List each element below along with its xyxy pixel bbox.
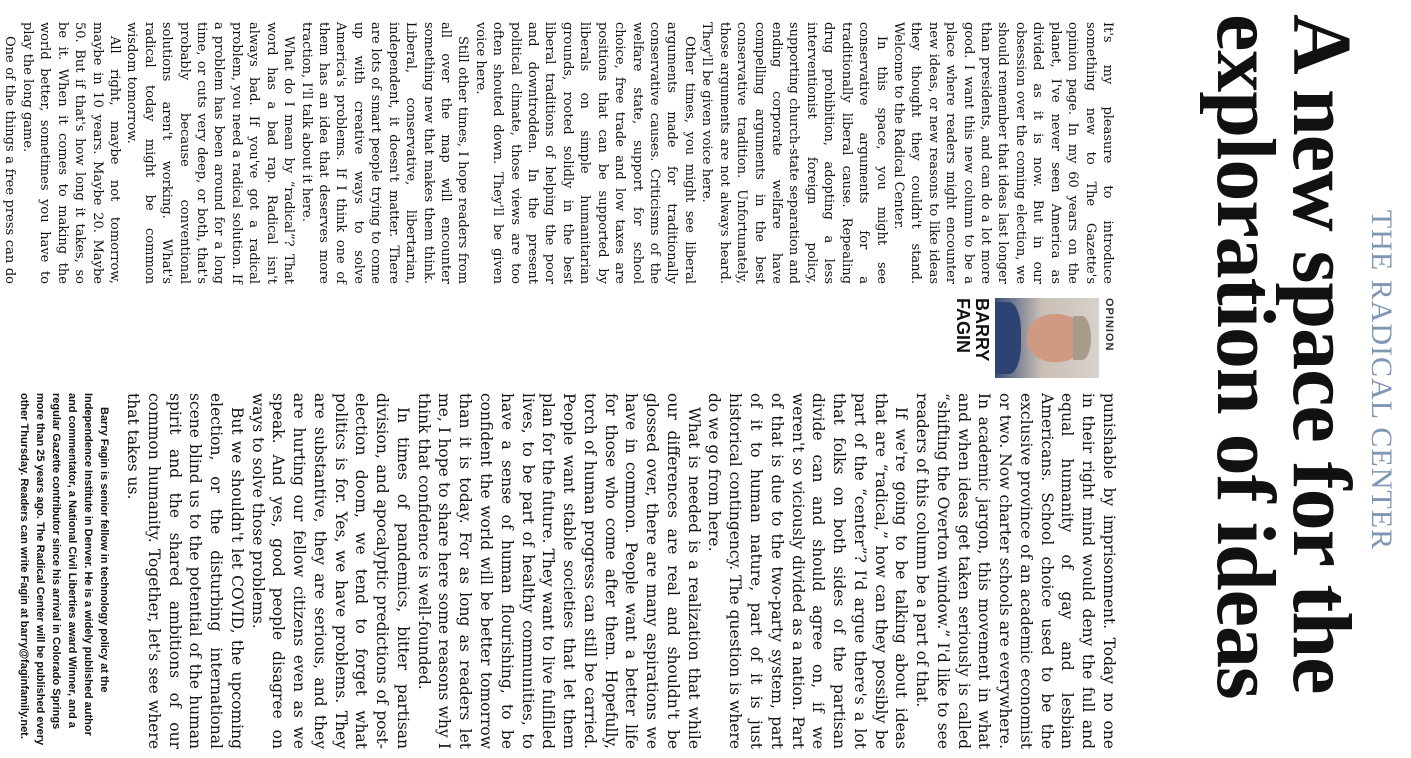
- headline-line-2: exploration of ideas: [1199, 14, 1292, 699]
- paragraph: Still other times, I hope readers from all over the map will encounter something new that makes them think. Liberal, conservative, libertarian, independent, it doesn't matter. There are lots of smart people trying to come up with creative ways to solve America's problems. If I think one of them has an idea that deserves more traction, I'll talk about it here.: [298, 22, 471, 284]
- paragraph: Other times, you might see liberal arguments made for traditionally conservative causes. Criticisms of the welfare state, support for school choice, free trade and low taxes are positions that can be supported by liberals on simple humanitarian grounds, rooted solidly in the best liberal traditions of helping the poor and downtrodden. In the present political climate, those views are too often shouted down. They'll be given voice here.: [472, 22, 697, 284]
- headline-line-1: A new space for the: [1275, 14, 1368, 694]
- paragraph: In times of pandemics, bitter partisan division, and apocalyptic predictions of post-election doom, we tend to forget what politics is for. Yes, we have problems. They are substantive, they are serious, and they are hurting our fellow citizens even as we speak. And yes, good people disagree on ways to solve those problems.: [248, 393, 412, 749]
- author-bio: [15, 393, 111, 749]
- author-photo: [995, 298, 1099, 378]
- headline: [1199, 14, 1368, 754]
- opinion-label: OPINION: [1103, 298, 1115, 352]
- paragraph: All right, maybe not tomorrow, maybe in 10 years. Maybe 20. Maybe 50. But if that's how long it takes, so be it. When it comes to making the world better, sometimes you have to play the long game.: [19, 22, 122, 284]
- author-last-name: FAGIN: [953, 298, 973, 354]
- paragraph: What is needed is a realization that while our differences are real and shouldn't be glossed over, there are many aspirations we have in common. People want a better life for those who come after them. Hopefully, torch of human progress can still be carried. People want stable societies that let them plan for the future. They want to live fulfilled lives, to be part of healthy communities, to have a sense of human flourishing, to be confident the world will be better tomorrow than it is today. For as long as readers let me, I hope to share here some reasons why I think that confidence is well-founded.: [414, 393, 703, 749]
- bio-text: Barry Fagin is senior fellow in technology policy at the Independence Institute in Denver. He is a widely published author and commentator, a National Civil Liberties award Winner, and a regular Gazette contributor since his arrival in Colorado Springs more than 25 years ago. The Radical Center will be published every other Thursday. Readers can write Fagin at barry@faginfamily.net.: [18, 393, 110, 746]
- byline-box: [953, 298, 1115, 378]
- paragraph: punishable by imprisonment. Today no one in their right mind would deny the full and equal humanity of gay and lesbian Americans. School choice used to be the exclusive province of an academic economist or two. Now charter schools are everywhere. In academic jargon, this movement in what and when ideas get taken seriously is called “shifting the Overton window.” I'd like to see readers of this column be a part of that.: [913, 393, 1118, 749]
- paragraph: What do I mean by “radical”? That word has a bad rap. Radical isn't always bad. If you've got a radical problem, you need a radical solution. If a problem has been around for a long time, or cuts very deep, or both, that's probably because conventional solutions aren't working. What's radical today might be common wisdom tomorrow.: [124, 22, 297, 284]
- article-column-2: [122, 393, 1119, 749]
- paragraph: But we shouldn't let COVID, the upcoming election, or the disturbing international scene blind us to the potential of the human spirit and the shared ambitions of our common humanity. Together, let's see where that takes us.: [124, 393, 246, 749]
- paragraph: One of the things a free press can do: [2, 36, 18, 284]
- paragraph: In this space, you might see conservative arguments for a traditionally liberal cause. Repealing drug prohibition, adopting a less interventionist foreign policy, supporting church-state separation and ending corporate welfare have compelling arguments in the best conservative tradition. Unfortunately, those arguments are not always heard. They'll be given voice here.: [699, 22, 889, 284]
- paragraph: If we're going to be talking about ideas that are “radical,” how can they possibly be part of the “center”? I'd argue there's a lot that folks on both sides of the partisan divide can and should agree on, if we weren't so viciously divided as a nation. Part of that is due to the two-party system, part of it to human nature, part of it is just historical contingency. The question is where do we go from here.: [705, 393, 911, 749]
- article-column-1: [0, 22, 1116, 284]
- author-first-name: BARRY: [972, 298, 992, 362]
- author-name: [953, 298, 991, 378]
- section-kicker: THE RADICAL CENTER: [1365, 209, 1398, 551]
- paragraph: It's my pleasure to introduce something new to The Gazette's opinion page. In my 60 years on the planet, I've never seen America as divided as it is now. But in our obsession over the coming election, we should remember that ideas last longer than presidents, and can do a lot more good. I want this new column to be a place where readers might encounter new ideas, or new reasons to like ideas they thought they couldn't stand. Welcome to the Radical Center.: [890, 22, 1115, 284]
